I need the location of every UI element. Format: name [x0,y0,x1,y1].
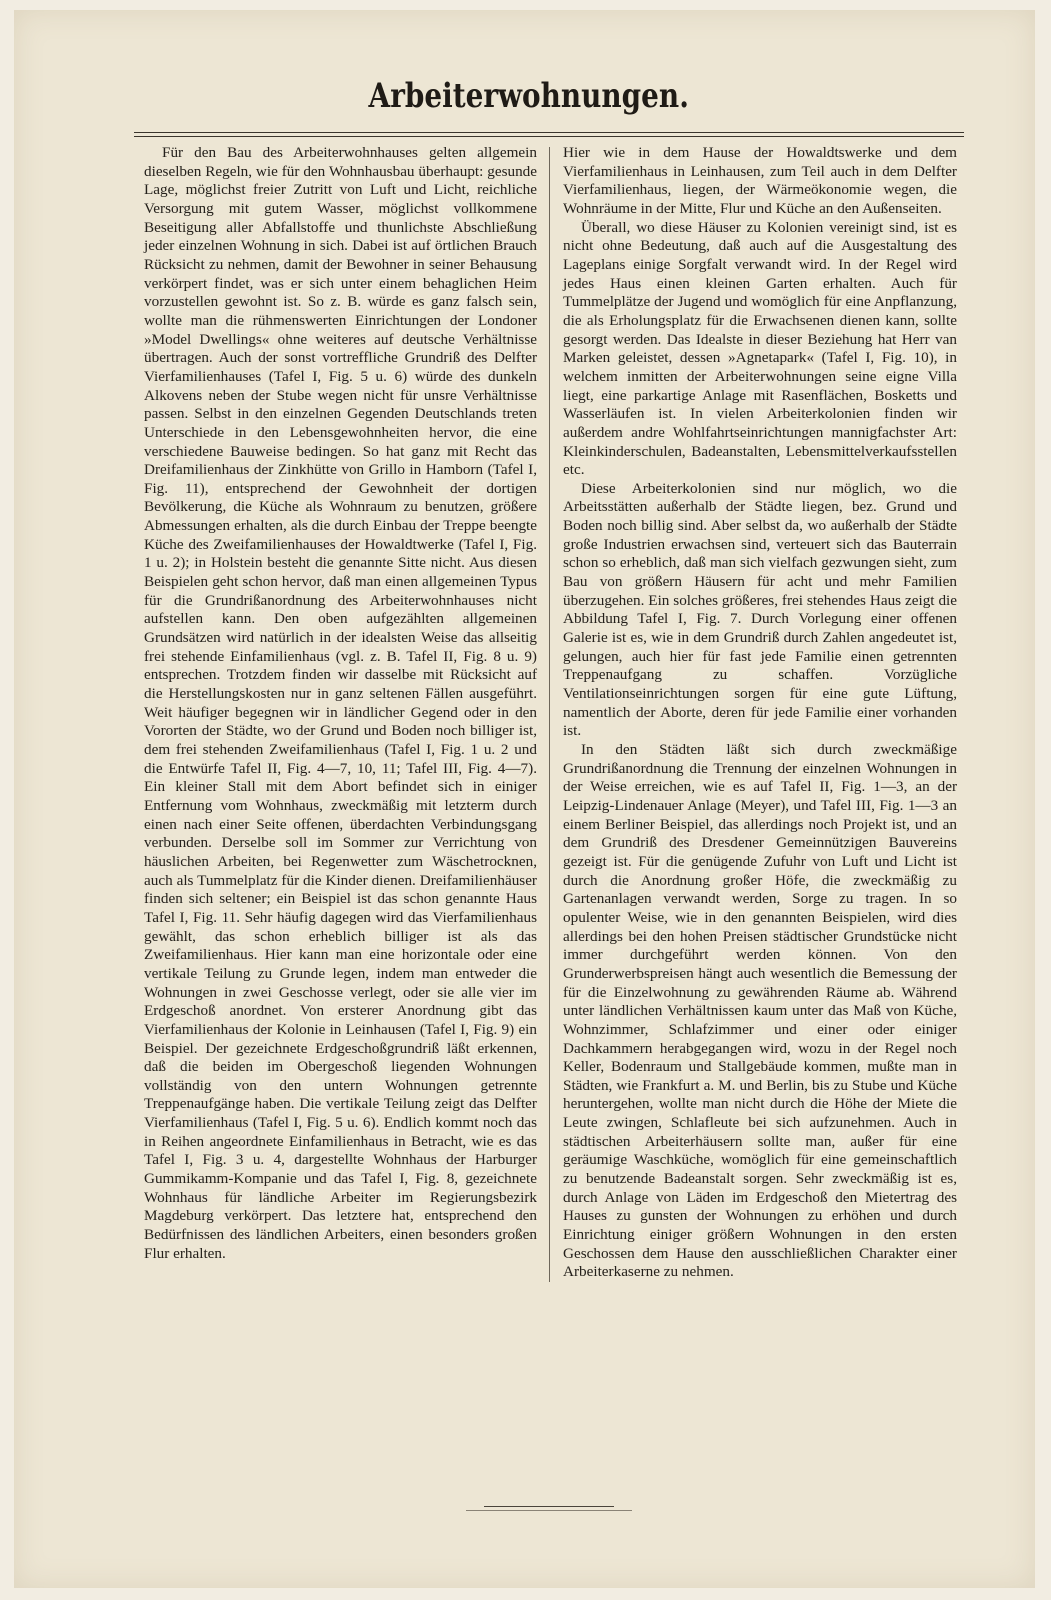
end-rule-top [484,1506,614,1507]
left-column [144,144,537,1263]
title-rule-bottom [134,136,964,137]
page-sheet [14,10,1035,1588]
paragraph: Für den Bau des Arbeiterwohnhauses gelten allgemein dieselben Regeln, wie für den Wohnhausbau überhaupt: gesunde Lage, möglichst freier Zutritt von Luft und Licht, reichliche Versorgung mit gutem Wasser, möglichst vollkommene Beseitigung aller Abfallstoffe und thunlichste Abschließung jeder einzelnen Wohnung in sich. Dabei ist auf örtlichen Brauch Rücksicht zu nehmen, damit der Bewohner in seiner Behausung verkörpert findet, was er sich unter einem behaglichen Heim vorzustellen gewohnt ist. So z. B. würde es ganz falsch sein, wollte man die rühmenswerten Einrichtungen der Londoner »Model Dwellings« ohne weiteres auf deutsche Verhältnisse übertragen. Auch der sonst vortreffliche Grundriß des Delfter Vierfamilienhauses (Tafel I, Fig. 5 u. 6) würde des dunkeln Alkovens neben der Stube wegen nicht für unsre Verhältnisse passen. Selbst in den einzelnen Gegenden Deutschlands treten Unterschiede in den Lebensgewohnheiten hervor, die eine verschiedene Bauweise bedingen. So hat ganz mit Recht das Dreifamilienhaus der Zinkhütte von Grillo in Hamborn (Tafel I, Fig. 11), entsprechend der Gewohnheit der dortigen Bevölkerung, die Küche als Wohnraum zu benutzen, größere Abmessungen erhalten, als die durch Einbau der Treppe beengte Küche des Zweifamilienhauses der Howaldtwerke (Tafel I, Fig. 1 u. 2); in Holstein besteht die genannte Sitte nicht. Aus diesen Beispielen geht schon hervor, daß man einen allgemeinen Typus für die Grundrißanordnung des Arbeiterwohnhauses nicht aufstellen kann. Den oben aufgezählten allgemeinen Grundsätzen wird natürlich in der idealsten Weise das allseitig frei stehende Einfamilienhaus (vgl. z. B. Tafel II, Fig. 8 u. 9) entsprechen. Trotzdem finden wir dasselbe mit Rücksicht auf die Herstellungskosten nur in ganz seltenen Fällen ausgeführt. Weit häufiger begegnen wir in ländlicher Gegend oder in den Vororten der Städte, wo der Grund und Boden noch billiger ist, dem frei stehenden Zweifamilienhaus (Tafel I, Fig. 1 u. 2 und die Entwürfe Tafel II, Fig. 4—7, 10, 11; Tafel III, Fig. 4—7). Ein kleiner Stall mit dem Abort befindet sich in einiger Entfernung vom Wohnhaus, zweckmäßig mit letzterm durch einen nach einer Seite offenen, überdachten Verbindungsgang verbunden. Derselbe soll im Sommer zur Verrichtung von häuslichen Arbeiten, bei Regenwetter zum Wäschetrocknen, auch als Tummelplatz für die Kinder dienen. Dreifamilienhäuser finden sich seltener; ein Beispiel ist das schon genannte Haus Tafel I, Fig. 11. Sehr häufig dagegen wird das Vierfamilienhaus gewählt, das schon erheblich billiger ist als das Zweifamilienhaus. Hier kann man eine horizontale oder eine vertikale Teilung zu Grunde legen, indem man entweder die Wohnungen in zwei Geschosse verlegt, oder sie alle vier im Erdgeschoß anordnet. Von ersterer Anordnung gibt das Vierfamilienhaus der Kolonie in Leinhausen (Tafel I, Fig. 9) ein Beispiel. Der gezeichnete Erdgeschoßgrundriß läßt erkennen, daß die beiden im Obergeschoß liegenden Wohnungen vollständig von den untern Wohnungen getrennte Treppenaufgänge haben. Die vertikale Teilung zeigt das Delfter Vierfamilienhaus (Tafel I, Fig. 5 u. 6). Endlich kommt noch das in Reihen angeordnete Einfamilienhaus in Betracht, wie es das Tafel I, Fig. 3 u. 4, dargestellte Wohnhaus der Harburger Gummikamm-Kompanie und das Tafel I, Fig. 8, gezeichnete Wohnhaus für ländliche Arbeiter im Regierungsbezirk Magdeburg verkörpert. Das letztere hat, entsprechend den Bedürfnissen des ländlichen Arbeiters, einen besonders großen Flur erhalten. [144,144,537,1262]
paragraph: Überall, wo diese Häuser zu Kolonien vereinigt sind, ist es nicht ohne Bedeutung, daß auch auf die Ausgestaltung des Lageplans einige Sorgfalt verwandt wird. In der Regel wird jedes Haus einen kleinen Garten erhalten. Auch für Tummelplätze der Jugend und womöglich für eine Anpflanzung, die als Erholungsplatz für die Erwachsenen dienen kann, sollte gesorgt werden. Das Idealste in dieser Beziehung hat Herr van Marken geleistet, dessen »Agnetapark« (Tafel I, Fig. 10), in welchem inmitten der Arbeiterwohnungen seine eigne Villa liegt, eine parkartige Anlage mit Rasenflächen, Bosketts und Wasserläufen ist. In vielen Arbeiterkolonien finden wir außerdem andre Wohlfahrtseinrichtungen mannigfachster Art: Kleinkinderschulen, Badeanstalten, Lebensmittelverkaufsstellen etc. [563,218,957,479]
column-separator [549,147,550,1282]
paragraph: Hier wie in dem Hause der Howaldtswerke und dem Vierfamilienhaus in Leinhausen, zum Teil auch in dem Delfter Vierfamilienhaus, liegen, der Wärmeökonomie wegen, die Wohnräume in der Mitte, Flur und Küche an den Außenseiten. [563,144,957,217]
paragraph: In den Städten läßt sich durch zweckmäßige Grundrißanordnung die Trennung der einzelnen Wohnungen in der Weise erreichen, wie es auf Tafel II, Fig. 1—3, an der Leipzig-Lindenauer Anlage (Meyer), und Tafel III, Fig. 1—3 an einem Berliner Beispiel, das allerdings noch Projekt ist, und an dem Grundriß des Dresdener Gemeinnützigen Bauvereins gezeigt ist. Für die genügende Zufuhr von Luft und Licht ist durch die Anordnung großer Höfe, die zweckmäßig zu Gartenanlagen verwandt werden, Sorge zu tragen. In so opulenter Weise, wie in den genannten Beispielen, wird dies allerdings bei den hohen Preisen städtischer Grundstücke nicht immer durchgeführt werden können. Von den Grunderwerbspreisen hängt auch wesentlich die Bemessung der für die Einzelwohnung zu gewährenden Räume ab. Während unter ländlichen Verhältnissen kaum unter das Maß von Küche, Wohnzimmer, Schlafzimmer und einer oder einiger Dachkammern herabgegangen wird, wozu in der Regel noch Keller, Bodenraum und Stallgebäude kommen, mußte man in Städten, wie Frankfurt a. M. und Berlin, bis zu Stube und Küche heruntergehen, wollte man nicht durch die Höhe der Miete die Leute zwingen, Schlafleute bei sich aufzunehmen. Auch in städtischen Arbeiterhäusern sollte man, außer für eine geräumige Waschküche, womöglich für eine gemeinschaftlich zu benutzende Badeanstalt sorgen. Sehr zweckmäßig ist es, durch Anlage von Läden im Erdgeschoß den Mietertrag des Hauses zu gunsten der Wohnungen zu erhöhen und durch Einrichtung einiger größern Wohnungen in den ersten Geschossen dem Hause den ausschließlichen Charakter einer Arbeiterkaserne zu nehmen. [563,741,957,1281]
paragraph: Diese Arbeiterkolonien sind nur möglich, wo die Arbeitsstätten außerhalb der Städte liegen, bez. Grund und Boden noch billig sind. Aber selbst da, wo außerhalb der Städte große Industrien erwachsen sind, verteuert sich das Bauterrain schon so erheblich, daß man sich vielfach gezwungen sieht, zum Bau von größern Häusern für acht und mehr Familien überzugehen. Ein solches größeres, frei stehendes Haus zeigt die Abbildung Tafel I, Fig. 7. Durch Vorlegung einer offenen Galerie ist es, wie in dem Grundriß durch Zahlen angedeutet ist, gelungen, auch hier für fast jede Familie einen getrennten Treppenaufgang zu schaffen. Vorzügliche Ventilationseinrichtungen sorgen für eine gute Lüftung, namentlich der Aborte, deren für jede Familie einer vorhanden ist. [563,479,957,740]
title-rule-top [134,132,964,133]
right-column [563,144,957,1282]
end-rule-bottom [466,1510,632,1511]
page-title: Arbeiterwohnungen. [368,76,689,116]
